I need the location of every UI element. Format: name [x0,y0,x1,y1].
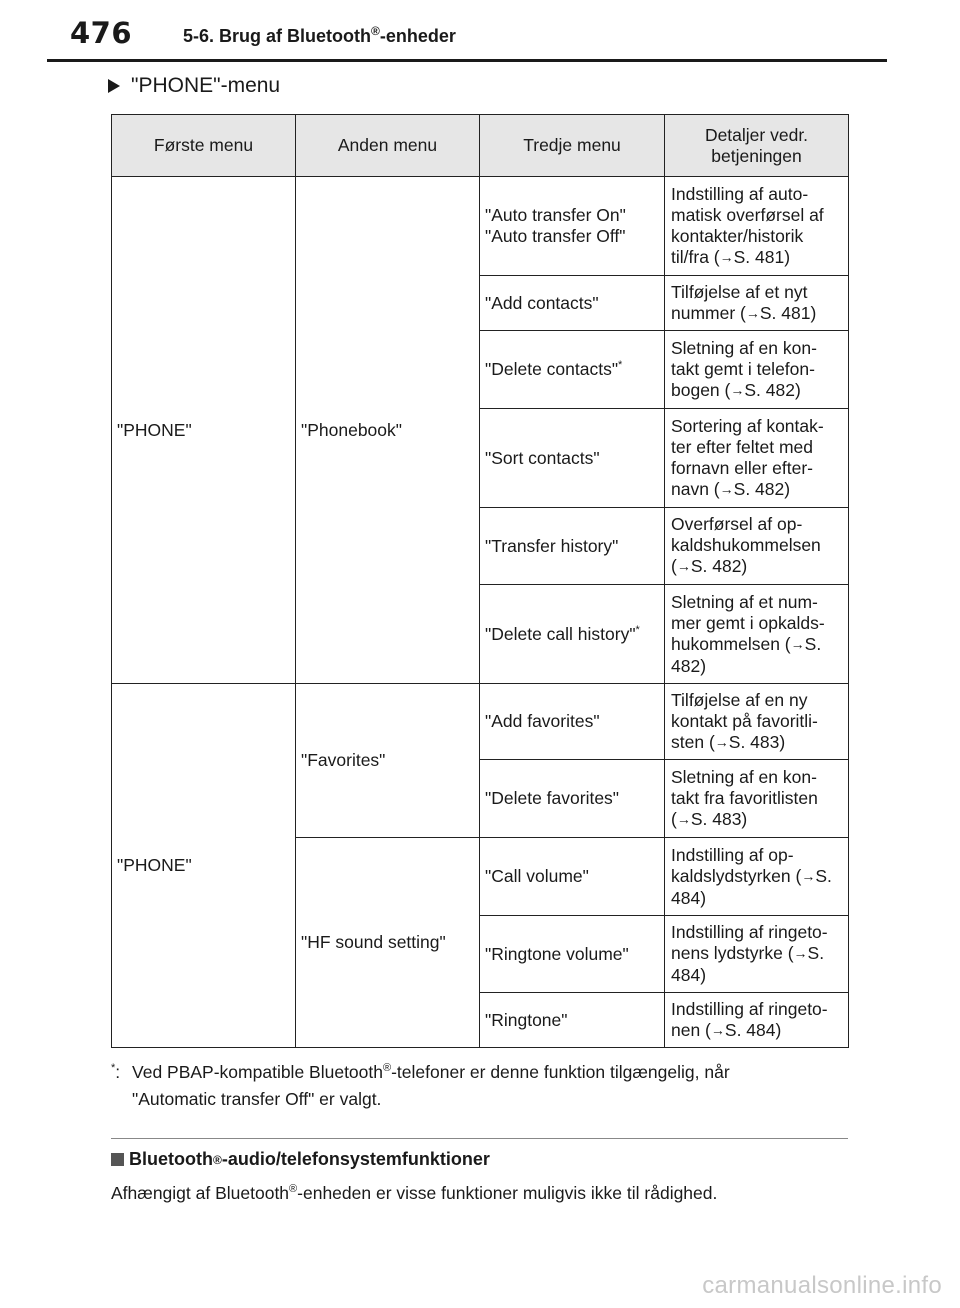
page-ref: S. 484) [724,1019,782,1040]
column-header: Første menu [112,115,296,177]
third-menu-cell: "Sort contacts" [480,409,665,508]
detail-text: Tilføjelse af en ny kontakt på favoritli- sten ( [671,689,818,752]
footnote-text-a: Ved PBAP-kompatible Bluetooth [132,1062,383,1082]
detail-text: Sletning af en kon- takt gemt i telefon- bogen ( [671,337,817,400]
third-menu-cell: "Add contacts" [480,276,665,331]
arrow-icon: → [719,480,734,497]
detail-cell [665,508,849,585]
registered-mark: ® [383,1062,392,1075]
detail-text: Tilføjelse af et nyt nummer ( [671,281,808,323]
arrow-icon: → [719,248,734,265]
third-menu-cell: "Ringtone" [480,993,665,1048]
third-menu-cell: "Transfer history" [480,508,665,585]
detail-text: Indstilling af ringeto- nen ( [671,998,828,1040]
triangle-bullet-icon [108,79,120,93]
page-ref: S. 481) [733,246,791,267]
footnote-marker: * [618,359,623,372]
detail-text: Indstilling af op- kaldslydstyrken ( [671,844,802,886]
registered-mark: ® [212,1152,222,1167]
detail-cell [665,276,849,331]
menu-table [111,114,849,1048]
third-menu-cell [480,585,665,684]
section-title-main: 5-6. Brug af Bluetooth [183,26,371,46]
second-menu-cell: "Favorites" [296,684,480,838]
header-rule [47,59,887,62]
subsection-heading-b: -audio/telefonsystemfunktioner [221,1149,490,1169]
detail-cell [665,177,849,276]
footnote-label [111,1059,120,1086]
page-ref: S. 483) [690,808,748,829]
page-ref: S. 483) [728,731,786,752]
detail-text: Overførsel af op- kaldshukommelsen ( [671,514,821,576]
column-header: Anden menu [296,115,480,177]
footnote-text [111,1059,831,1113]
third-menu-cell: "Delete favorites" [480,760,665,838]
third-menu-cell: "Ringtone volume" [480,916,665,993]
page-ref: S. 484) [671,865,832,908]
detail-text: Sletning af en kon- takt fra favoritlisten ( [671,766,818,829]
registered-mark: ® [371,24,380,38]
footnote-colon: : [115,1062,121,1082]
detail-text: Sortering af kontak- ter efter feltet med fornavn eller efter- navn ( [671,415,824,499]
submenu-heading-text: "PHONE"-menu [131,74,281,97]
subsection-body [111,1183,717,1204]
arrow-icon: → [710,1021,725,1038]
arrow-icon: → [676,810,691,827]
third-menu-cell: "Add favorites" [480,684,665,760]
subsection-heading [111,1149,490,1170]
second-menu-cell: "Phonebook" [296,177,480,684]
table-row [112,177,849,276]
detail-cell [665,331,849,409]
first-menu-cell: "PHONE" [112,684,296,1048]
arrow-icon: → [676,558,691,574]
page-ref: S. 482) [671,633,822,676]
page-ref: S. 484) [671,943,825,985]
detail-text: Indstilling af auto- matisk overførsel af kontakter/historik til/fra ( [671,183,824,267]
arrow-icon: → [801,867,816,884]
registered-mark: ® [289,1183,298,1196]
detail-cell [665,585,849,684]
arrow-icon: → [730,381,745,398]
body-text-b: -enheden er visse funktioner muligvis ikke til rådighed. [297,1183,718,1203]
first-menu-cell: "PHONE" [112,177,296,684]
body-text-a: Afhængigt af Bluetooth [111,1183,290,1203]
footnote-asterisk: * [111,1062,116,1075]
square-bullet-icon [111,1153,124,1166]
arrow-icon: → [745,304,760,321]
table-row [112,684,849,760]
third-menu-cell: "Call volume" [480,838,665,916]
page-ref: S. 482) [733,478,791,499]
arrow-icon: → [714,733,729,750]
third-menu-cell [480,331,665,409]
footnote-marker: * [635,623,640,636]
third-menu-text: "Delete contacts" [485,359,619,379]
column-header: Detaljer vedr. betjeningen [665,115,849,177]
arrow-icon: → [793,945,808,961]
section-title [183,24,456,47]
subsection-divider [111,1138,848,1139]
subsection-heading-a: Bluetooth [129,1149,213,1169]
detail-cell [665,838,849,916]
section-title-suffix: -enheder [379,26,456,46]
detail-cell [665,684,849,760]
detail-cell [665,409,849,508]
detail-cell [665,916,849,993]
page-ref: S. 481) [759,302,817,323]
column-header: Tredje menu [480,115,665,177]
table-header-row [112,115,849,177]
footnote-text-c: "Automatic transfer Off" er valgt. [132,1089,382,1109]
detail-cell [665,760,849,838]
detail-cell [665,993,849,1048]
footnote-text-b: -telefoner er denne funktion tilgængelig, når [391,1062,730,1082]
third-menu-text: "Delete call history" [485,623,636,644]
submenu-heading [108,74,280,98]
footnote [111,1059,831,1113]
third-menu-cell: "Auto transfer On" "Auto transfer Off" [480,177,665,276]
page-number: 476 [70,16,133,50]
page-ref: S. 482) [744,379,801,400]
watermark: carmanualsonline.info [702,1272,942,1299]
detail-text: Indstilling af ringeto- nens lydstyrke ( [671,922,828,963]
page-header [0,0,960,62]
detail-text: Sletning af et num- mer gemt i opkalds- hukommelsen ( [671,591,825,654]
second-menu-cell: "HF sound setting" [296,838,480,1048]
arrow-icon: → [790,635,805,652]
page-ref: S. 482) [690,556,748,576]
